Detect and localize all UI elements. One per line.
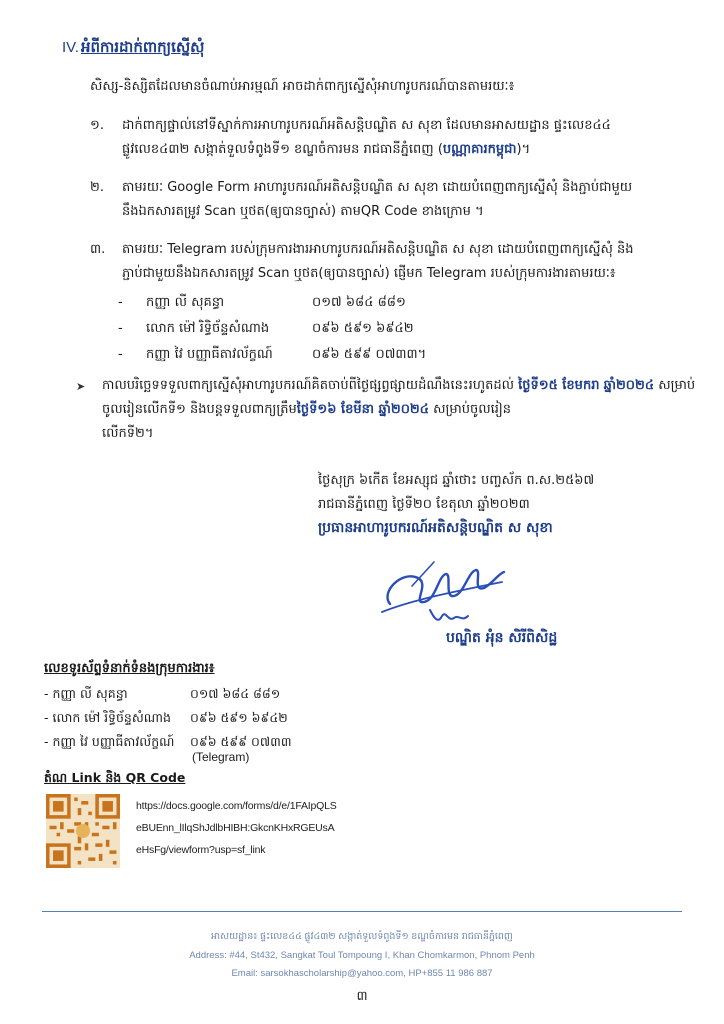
section-number: IV. (62, 39, 79, 56)
contact-phone: ០១៧ ៦៨៤ ៨៨១ (190, 686, 281, 701)
contact-row: - លោក ម៉ៅ រិទ្ធិច័ន្ទសំណាង ០៩៦ ៥៩១ ៦៩៤២ (118, 318, 414, 340)
qr-heading: តំណ Link និង QR Code (44, 770, 186, 785)
list-item-line: ផ្លូវលេខ៤៣២ សង្កាត់ទួលទំពូងទី១ ខណ្ឌចំការមន រាជធានីភ្នំពេញ (បណ្ណាគារកម្ពុជា)។ (122, 142, 531, 157)
deadline-date-2: ថ្ងៃទី១៦ ខែមីនា ឆ្នាំ២០២៤ (296, 402, 429, 417)
contact-row (44, 708, 288, 728)
contact-phone: ០៩៦ ៥៩១ ៦៩៤២ (312, 321, 414, 336)
signer-name: បណ្ឌិត អ៉ំន សិរីពិសិដ្ឋ (446, 630, 558, 646)
section-heading (62, 38, 204, 60)
qr-code-icon[interactable] (46, 794, 120, 868)
list-item-3 (90, 238, 700, 286)
contact-row (44, 732, 292, 752)
google-form-link-line[interactable]: eBUEnn_lIlqShJdlbHIBH:GkcnKHxRGEUsA (136, 822, 335, 834)
contact-name: កញ្ញា លី សុគន្ធា (146, 295, 225, 310)
contact-row: - កញ្ញា វៃ បញ្ញាធីតាវល័ក្ខណ៍ ០៩៦ ៥៩៩ ០៧៣៣។ (118, 344, 426, 366)
contacts-heading: លេខទូរស័ព្ទទំនាក់ទំនងក្រុមការងារ៖ (44, 661, 215, 676)
list-item-line: ដាក់ពាក្យផ្ទាល់នៅទីស្នាក់ការអាហារូបករណ៍អតិសន្តិបណ្ឌិត ស សុខា ដែលមានអាសយដ្ឋាន ផ្ទះលេខ៤៤ (122, 118, 611, 133)
telegram-label: (Telegram) (192, 750, 250, 764)
arrow-bullet-icon: ➤ (76, 380, 86, 393)
contact-name: - លោក ម៉ៅ រិទ្ធិច័ន្ទសំណាង (44, 710, 171, 725)
list-item-line: តាមរយៈ Telegram របស់ក្រុមការងារអាហារូបករណ៍អតិសន្តិបណ្ឌិត ស សុខា ដោយបំពេញពាក្យស្នើសុំ និង (122, 242, 634, 257)
contact-name: លោក ម៉ៅ រិទ្ធិច័ន្ទសំណាង (146, 321, 270, 336)
contact-row (44, 684, 280, 704)
footer-divider (42, 911, 682, 912)
contact-name: - កញ្ញា លី សុគន្ធា (44, 686, 128, 701)
google-form-link-line[interactable]: https://docs.google.com/forms/d/e/1FAIpQLS (136, 800, 337, 812)
handwritten-signature (372, 552, 512, 632)
solar-date: រាជធានីភ្នំពេញ ថ្ងៃទី២០ ខែតុលា ឆ្នាំ២០២៣ (318, 497, 530, 512)
list-item-1 (90, 114, 700, 162)
list-item-line: នឹងឯកសារតម្រូវ Scan ឬថត(ឲ្យបានច្បាស់) តាមQR Code ខាងក្រោម ។ (122, 204, 484, 219)
bookstore-name: បណ្ណាគារកម្ពុជា (442, 142, 517, 157)
list-number: ១. (90, 118, 104, 133)
google-form-link-line[interactable]: eHsFg/viewform?usp=sf_link (136, 844, 266, 856)
footer-address: Address: #44, St432, Sangkat Toul Tompoung I, Khan Chomkarmon, Phnom Penh (189, 950, 535, 961)
lunar-date: ថ្ងៃសុក្រ ៦កើត ខែអស្សុជ ឆ្នាំថោះ បញ្ចស័ក ព.ស.២៥៦៧ (318, 473, 595, 488)
contact-phone: ០៩៦ ៥៩៩ ០៧៣៣។ (312, 347, 427, 362)
contact-phone: ០៩៦ ៥៩១ ៦៩៤២ (190, 710, 288, 725)
deadline-date-1: ថ្ងៃទី១៥ ខែមករា (518, 378, 600, 393)
list-number: ២. (90, 180, 104, 195)
list-item-2 (90, 176, 700, 224)
contact-phone: ០៩៦ ៥៩៩ ០៧៣៣ (190, 734, 292, 749)
page-number: ៣ (356, 989, 368, 1004)
section-title: អំពីការដាក់ពាក្យស្នើសុំ (80, 38, 205, 56)
footer-khmer-address: អាសយដ្ឋាន៖ ផ្ទះលេខ៤៤ ផ្លូវ៤៣២ សង្កាត់ទួលទំពូងទី១ ខណ្ឌចំការមន រាជធានីភ្នំពេញ (211, 931, 513, 942)
list-number: ៣. (90, 242, 106, 257)
intro-paragraph: សិស្ស-និស្សិតដែលមានចំណាប់អារម្មណ៍ អាចដាក់ពាក្យស្នើសុំអាហារូបករណ៍បានតាមរយៈ៖ (90, 79, 515, 94)
contact-name: - កញ្ញា វៃ បញ្ញាធីតាវល័ក្ខណ៍ (44, 734, 175, 749)
list-item-line: ភ្ជាប់ជាមួយនឹងឯកសារតម្រូវ Scan ឬថត(ឲ្យបានច្បាស់) ផ្ញើមក Telegram របស់ក្រុមការងារតាមរយៈ៖ (122, 266, 616, 281)
contact-name: កញ្ញា វៃ បញ្ញាធីតាវល័ក្ខណ៍ (146, 347, 273, 362)
deadline-note: ➤ កាលបរិច្ឆេទទទួលពាក្យស្នើសុំអាហារូបករណ៍គិតចាប់ពីថ្ងៃផ្សព្វផ្សាយដំណឹងនេះរហូតដល់ ថ្ងៃទី១៥ ខែមករា ឆ្នាំ២០២៤ សម្រាប់ចូលរៀនលើកទី១ និងបន្តទទួលពាក្យត្រឹមថ្ងៃទី១៦ ខែមីនា ឆ្នាំ២០២៤ សម្រាប់ចូលរៀន លើកទី២។ (76, 374, 696, 446)
list-item-line: តាមរយៈ Google Form អាហារូបករណ៍អតិសន្តិបណ្ឌិត ស សុខា ដោយបំពេញពាក្យស្នើសុំ និងភ្ជាប់ជាមួយ (122, 180, 633, 195)
footer-email: Email: sarsokhascholarship@yahoo.com, HP+855 11 986 887 (231, 968, 493, 979)
contact-row: - កញ្ញា លី សុគន្ធា ០១៧ ៦៨៤ ៨៨១ (118, 292, 406, 314)
contact-phone: ០១៧ ៦៨៤ ៨៨១ (312, 295, 406, 310)
signatory-title: ប្រធានអាហារូបករណ៍អតិសន្តិបណ្ឌិត ស សុខា (318, 520, 553, 536)
